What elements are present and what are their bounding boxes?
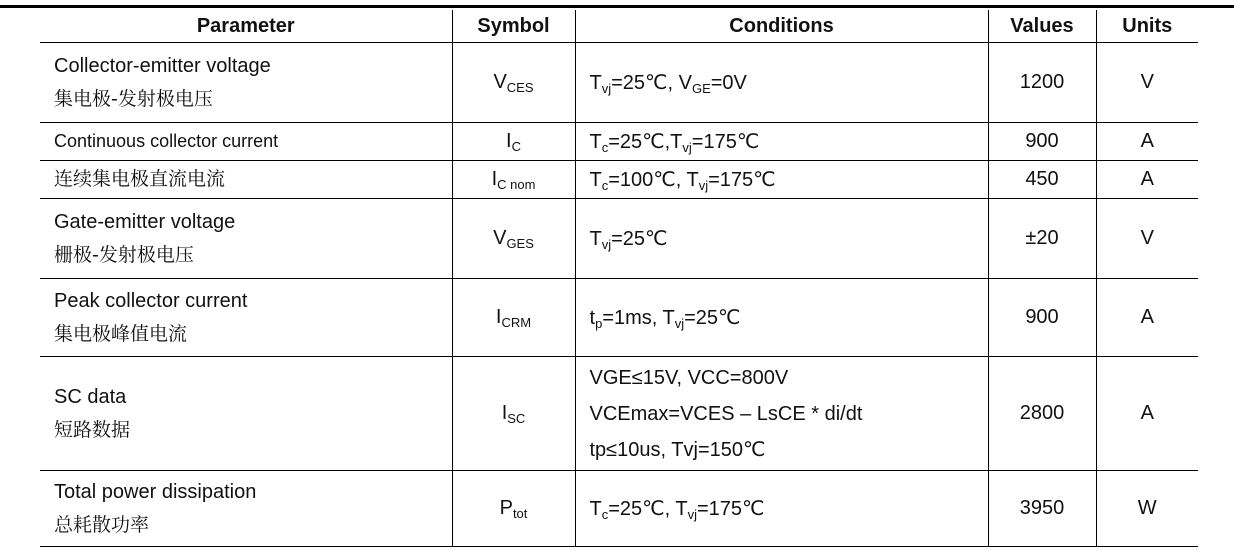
header-parameter: Parameter <box>40 10 452 43</box>
value-cell: 1200 <box>988 43 1096 123</box>
cond-sub: c <box>601 177 609 193</box>
symbol-main: P <box>499 497 513 519</box>
parameter-cell <box>40 43 452 123</box>
cond-sub: vj <box>601 80 612 96</box>
header-units: Units <box>1096 10 1198 43</box>
cond-sub: c <box>601 139 609 155</box>
cond-part: T <box>686 168 699 191</box>
parameter-en: Collector-emitter voltage <box>54 54 271 77</box>
table-row <box>40 471 1198 547</box>
table-row <box>40 199 1198 279</box>
value-cell: 900 <box>988 123 1096 161</box>
table-row <box>40 279 1198 357</box>
value-cell: 3950 <box>988 471 1096 547</box>
symbol-cell <box>452 199 575 279</box>
header-values: Values <box>988 10 1096 43</box>
symbol-cell <box>452 471 575 547</box>
parameter-en: Total power dissipation <box>54 480 257 503</box>
cond-part: =175℃ <box>708 168 776 191</box>
parameter-cell <box>40 357 452 471</box>
cond-line: VCEmax=VCES – LsCE * di/dt <box>589 402 863 425</box>
value-cell: 900 <box>988 279 1096 357</box>
symbol-main: I <box>495 306 502 328</box>
parameter-cell <box>40 123 452 161</box>
parameter-zh: 集电极-发射极电压 <box>54 87 213 110</box>
symbol-sub: tot <box>512 506 528 521</box>
conditions-cell <box>575 357 988 471</box>
cond-part: T <box>589 130 602 153</box>
symbol-sub: CRM <box>501 315 532 330</box>
symbol-sub: CES <box>506 80 534 95</box>
parameter-zh: 总耗散功率 <box>54 513 150 536</box>
cond-part: =0V <box>710 71 747 94</box>
cond-part: T <box>589 168 602 191</box>
table-row <box>40 357 1198 471</box>
top-rule <box>0 5 1234 8</box>
header-symbol: Symbol <box>452 10 575 43</box>
unit-cell: A <box>1096 123 1198 161</box>
parameter-cell <box>40 199 452 279</box>
cond-sub: vj <box>687 506 697 522</box>
conditions-cell <box>575 123 988 161</box>
symbol-main: I <box>506 130 512 152</box>
cond-part: =175℃ <box>691 130 760 153</box>
ratings-table <box>40 10 1198 547</box>
cond-part: T <box>589 497 602 520</box>
cond-sub: vj <box>698 177 709 193</box>
parameter-en: Gate-emitter voltage <box>54 210 236 233</box>
symbol-main: I <box>491 168 498 190</box>
parameter-en: SC data <box>54 385 127 408</box>
conditions-cell <box>575 279 988 357</box>
unit-cell: V <box>1096 43 1198 123</box>
cond-part: =1ms, <box>602 306 663 329</box>
conditions-cell <box>575 43 988 123</box>
header-conditions: Conditions <box>575 10 988 43</box>
cond-part: =25℃, <box>611 71 679 94</box>
unit-cell: W <box>1096 471 1198 547</box>
table-row <box>40 123 1198 161</box>
symbol-cell <box>452 357 575 471</box>
parameter-zh: 连续集电极直流电流 <box>54 168 226 190</box>
cond-part: T <box>589 227 602 250</box>
cond-sub: vj <box>682 139 692 155</box>
parameter-zh: 短路数据 <box>54 418 131 441</box>
cond-part: =100℃, <box>608 168 687 191</box>
table-row <box>40 161 1198 199</box>
symbol-cell <box>452 279 575 357</box>
cond-part: =175℃ <box>696 497 765 520</box>
unit-cell: V <box>1096 199 1198 279</box>
cond-sub: vj <box>674 315 685 331</box>
conditions-cell <box>575 161 988 199</box>
parameter-cell <box>40 471 452 547</box>
symbol-sub: C nom <box>497 177 536 192</box>
symbol-main: I <box>501 402 508 424</box>
cond-part: V <box>678 71 692 94</box>
value-cell: ±20 <box>988 199 1096 279</box>
cond-line: tp≤10us, Tvj=150℃ <box>589 438 766 461</box>
cond-sub: GE <box>691 80 711 96</box>
header-row <box>40 10 1198 43</box>
conditions-cell <box>575 199 988 279</box>
parameter-cell <box>40 279 452 357</box>
unit-cell: A <box>1096 161 1198 199</box>
unit-cell: A <box>1096 279 1198 357</box>
parameter-en: Peak collector current <box>54 289 248 312</box>
value-cell: 2800 <box>988 357 1096 471</box>
parameter-en: Continuous collector current <box>54 131 279 151</box>
cond-part: =25℃ <box>684 306 741 329</box>
parameter-cell <box>40 161 452 199</box>
symbol-cell <box>452 123 575 161</box>
cond-part: =25℃ <box>611 227 668 250</box>
symbol-sub: GES <box>506 236 534 251</box>
cond-sub: p <box>595 315 603 331</box>
value-cell: 450 <box>988 161 1096 199</box>
symbol-sub: C <box>511 139 521 154</box>
symbol-main: V <box>493 71 507 93</box>
parameter-zh: 栅极-发射极电压 <box>54 243 194 266</box>
cond-sub: c <box>601 506 609 522</box>
cond-part: T <box>670 130 683 153</box>
symbol-sub: SC <box>507 411 526 426</box>
symbol-cell <box>452 161 575 199</box>
cond-part: T <box>662 306 675 329</box>
cond-line: VGE≤15V, VCC=800V <box>589 366 789 389</box>
parameter-zh: 集电极峰值电流 <box>54 322 188 345</box>
cond-sub: vj <box>601 236 612 252</box>
cond-part: t <box>589 306 596 329</box>
table-row <box>40 43 1198 123</box>
cond-part: T <box>675 497 688 520</box>
unit-cell: A <box>1096 357 1198 471</box>
conditions-cell <box>575 471 988 547</box>
symbol-main: V <box>493 227 507 249</box>
cond-part: T <box>589 71 602 94</box>
cond-part: =25℃, <box>608 130 671 153</box>
cond-part: =25℃, <box>608 497 676 520</box>
symbol-cell <box>452 43 575 123</box>
